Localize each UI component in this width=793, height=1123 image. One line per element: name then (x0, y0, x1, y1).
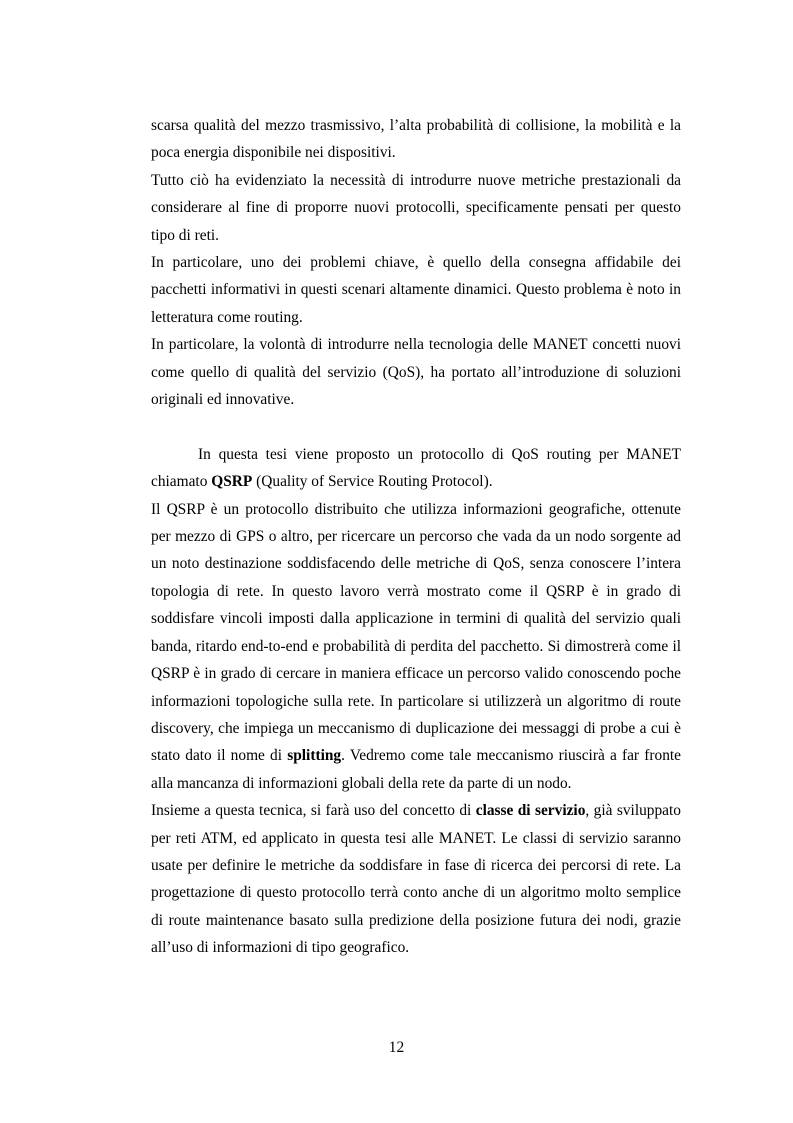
page-number: 12 (388, 1039, 405, 1056)
text-run: . Vedremo come tale meccanismo riuscirà a far fronte alla mancanza di informazioni globali della rete da parte di un nodo. (151, 747, 681, 792)
text-run: scarsa qualità del mezzo trasmissivo, l’alta probabilità di collisione, la mobilità e la poca energia disponibile nei dispositivi. (151, 117, 681, 162)
body-text (151, 112, 681, 962)
text-run: (Quality of Service Routing Protocol). (252, 473, 493, 491)
text-run: In particolare, la volontà di introdurre nella tecnologia delle MANET concetti nuovi come quello di qualità del servizio (QoS), ha portato all’introduzione di soluzioni originali ed innovative. (151, 336, 681, 409)
text-run: Insieme a questa tecnica, si farà uso del concetto di (151, 802, 476, 820)
bold-term: QSRP (211, 473, 253, 491)
paragraph (151, 331, 681, 413)
bold-term: classe di servizio (475, 802, 586, 820)
paragraph (151, 112, 681, 167)
text-run: Il QSRP è un protocollo distribuito che utilizza informazioni geografiche, ottenute per mezzo di GPS o altro, per ricercare un percorso che vada da un nodo sorgente ad un noto destinazione soddisfacendo delle metriche di QoS, senza conoscere l’intera topologia di rete. In questo lavoro verrà mostrato come il QSRP è in grado di soddisfare vincoli imposti dalla applicazione in termini di qualità del servizio quali banda, ritardo end-to-end e probabilità di perdita del pacchetto. Si dimostrerà come il QSRP è in grado di cercare in maniera efficace un percorso valido conoscendo poche informazioni topologiche sulla rete. In particolare si utilizzerà un algoritmo di route discovery, che impiega un meccanismo di duplicazione dei messaggi di probe a cui è stato dato il nome di (151, 500, 681, 765)
text-run: Tutto ciò ha evidenziato la necessità di introdurre nuove metriche prestazionali da considerare al fine di proporre nuovi protocolli, specificamente pensati per questo tipo di reti. (151, 171, 681, 244)
paragraph (151, 441, 681, 496)
paragraph (151, 496, 681, 797)
paragraph (151, 797, 681, 961)
paragraph-gap (151, 413, 681, 440)
bold-term: splitting (287, 747, 342, 765)
text-run: , già sviluppato per reti ATM, ed applicato in questa tesi alle MANET. Le classi di servizio saranno usate per definire le metriche da soddisfare in fase di ricerca dei percorsi di rete. La progettazione di questo protocollo terrà conto anche di un algoritmo molto semplice di route maintenance basato sulla predizione della posizione futura dei nodi, grazie all’uso di informazioni di tipo geografico. (151, 802, 681, 957)
paragraph (151, 167, 681, 249)
text-run: In particolare, uno dei problemi chiave, è quello della consegna affidabile dei pacchetti informativi in questi scenari altamente dinamici. Questo problema è noto in letteratura come routing. (151, 254, 681, 326)
text-run: In questa tesi viene proposto un protocollo di QoS routing per MANET chiamato (151, 445, 681, 491)
paragraph (151, 249, 681, 331)
